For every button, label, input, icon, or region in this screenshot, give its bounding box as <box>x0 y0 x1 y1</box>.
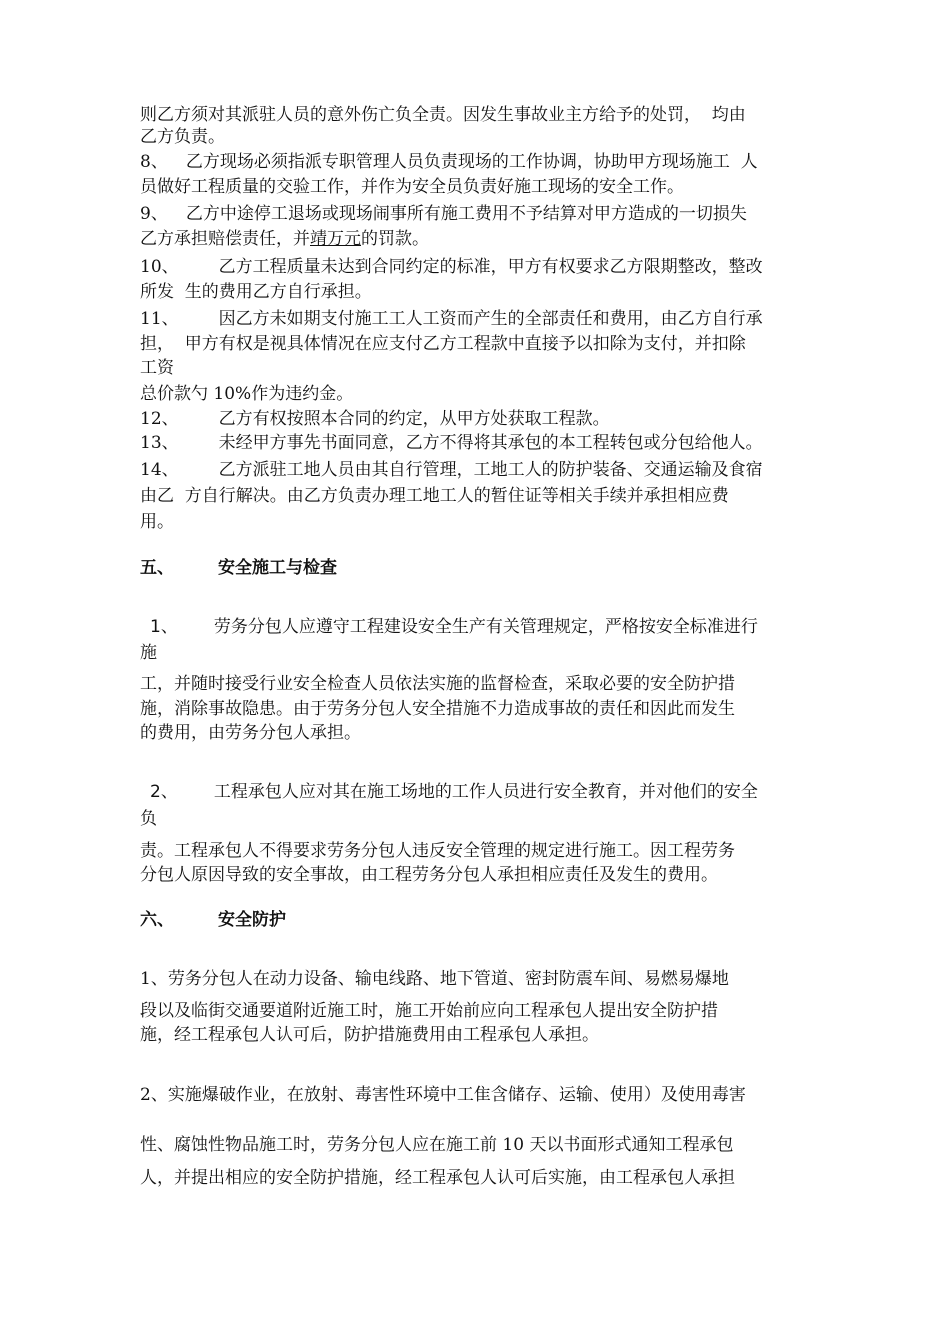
paragraph-text: 工程承包人应对其在施工场地的工作人员进行安全教育，并对他们的安全 <box>213 782 758 802</box>
text-line <box>140 228 429 250</box>
clause-12 <box>140 408 610 430</box>
text-line: 的费用，由劳务分包人承担。 <box>140 723 361 743</box>
text-line: 分包人原因导致的安全事故，由工程劳务分包人承担相应责任及发生的费用。 <box>140 865 718 885</box>
text-line: 施，消除事故隐患。由于劳务分包人安全措施不力造成事故的责任和因此而发生 <box>140 699 735 719</box>
section5-paragraph-1 <box>140 616 758 638</box>
text-line: 由乙 方自行解决。由乙方负责办理工地工人的暂住证等相关手续并承担相应费 <box>140 486 729 506</box>
clause-number: 14、 <box>140 460 179 480</box>
section-heading-6 <box>140 909 286 931</box>
clause-13 <box>140 432 763 454</box>
clause-text: 未经甲方事先书面同意，乙方不得将其承包的本工程转包或分包给他人。 <box>218 433 763 453</box>
text-line: 工资 <box>140 358 174 378</box>
paragraph-text: 劳务分包人应遵守工程建设安全生产有关管理规定，严格按安全标准进行 <box>213 617 758 637</box>
text-line: 工，并随时接受行业安全检查人员依法实施的监督检查，采取必要的安全防护措 <box>140 674 735 694</box>
paragraph-number: 1、 <box>150 617 178 637</box>
section-heading-5 <box>140 557 337 579</box>
text-line: 乙方负责。 <box>140 127 225 147</box>
clause-10 <box>140 256 763 278</box>
clause-text: 乙方工程质量未达到合同约定的标准，甲方有权要求乙方限期整改，整改 <box>218 257 763 277</box>
clause-text: 乙方中途停工退场或现场闹事所有施工费用不予结算对甲方造成的一切损失 <box>185 204 747 224</box>
clause-number: 11、 <box>140 309 179 329</box>
text-line: 负 <box>140 809 157 829</box>
clause-number: 9、 <box>140 204 168 224</box>
text-line: 员做好工程质量的交验工作，并作为安全员负责好施工现场的安全工作。 <box>140 177 684 197</box>
clause-text: 因乙方未如期支付施工工人工资而产生的全部责任和费用，由乙方自行承 <box>218 309 763 329</box>
clause-number: 12、 <box>140 409 179 429</box>
section6-paragraph-2: 2、实施爆破作业，在放射、毒害性环境中工隹含储存、运输、使用）及使用毒害 <box>140 1085 746 1105</box>
clause-14 <box>140 459 763 481</box>
section-title: 安全施工与检查 <box>218 558 337 578</box>
text-span: 乙方承担赔偿责任，并 <box>140 229 310 249</box>
text-line: 用。 <box>140 512 174 532</box>
clause-number: 10、 <box>140 257 179 277</box>
paragraph-number: 2、 <box>150 782 178 802</box>
clause-text: 乙方有权按照本合同的约定，从甲方处获取工程款。 <box>218 409 610 429</box>
text-line: 性、腐蚀性物品施工时，劳务分包人应在施工前 10 天以书面形式通知工程承包 <box>140 1135 734 1155</box>
text-line: 施 <box>140 643 157 663</box>
underlined-amount: 靖万元 <box>310 229 361 249</box>
clause-number: 8、 <box>140 152 168 172</box>
text-line: 则乙方须对其派驻人员的意外伤亡负全责。因发生事故业主方给予的处罚， 均由 <box>140 105 746 125</box>
clause-text: 乙方派驻工地人员由其自行管理，工地工人的防护装备、交通运输及食宿 <box>218 460 763 480</box>
clause-number: 13、 <box>140 433 179 453</box>
text-line: 责。工程承包人不得要求劳务分包人违反安全管理的规定进行施工。因工程劳务 <box>140 841 735 861</box>
text-line: 施，经工程承包人认可后，防护措施费用由工程承包人承担。 <box>140 1025 599 1045</box>
clause-11 <box>140 308 763 330</box>
clause-8 <box>140 151 758 173</box>
section-title: 安全防护 <box>218 910 286 930</box>
clause-text: 乙方现场必须指派专职管理人员负责现场的工作协调，协助甲方现场施工 人 <box>185 152 758 172</box>
text-line: 段以及临街交通要道附近施工时，施工开始前应向工程承包人提出安全防护措 <box>140 1001 718 1021</box>
text-line: 担， 甲方有权是视具体情况在应支付乙方工程款中直接予以扣除为支付，并扣除 <box>140 334 746 354</box>
text-span: 的罚款。 <box>361 229 429 249</box>
section-number: 六、 <box>140 910 174 930</box>
section6-paragraph-1: 1、劳务分包人在动力设备、输电线路、地下管道、密封防震车间、易燃易爆地 <box>140 969 729 989</box>
section-number: 五、 <box>140 558 174 578</box>
section5-paragraph-2 <box>140 781 758 803</box>
text-line: 总价款勺 10%作为违约金。 <box>140 384 354 404</box>
clause-9 <box>140 203 747 225</box>
text-line: 人，并提出相应的安全防护措施，经工程承包人认可后实施，由工程承包人承担 <box>140 1168 735 1188</box>
text-line: 所发 生的费用乙方自行承担。 <box>140 282 372 302</box>
